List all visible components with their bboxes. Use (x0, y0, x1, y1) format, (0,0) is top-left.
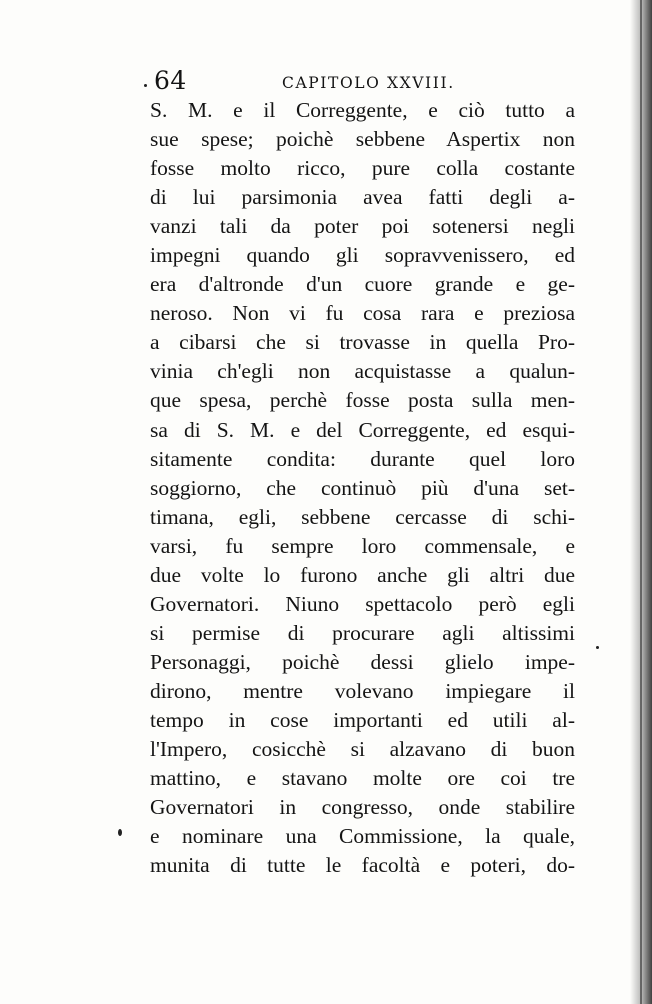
ink-speck (596, 646, 599, 649)
text-line: Personaggi, poichè dessi glielo impe- (150, 649, 575, 674)
text-line: di lui parsimonia avea fatti degli a- (150, 185, 575, 210)
text-line: vanzi tali da poter poi sotenersi negli (150, 214, 575, 239)
text-line: impegni quando gli sopravvenissero, ed (150, 243, 575, 268)
text-line: neroso. Non vi fu cosa rara e preziosa (150, 301, 575, 326)
text-line: due volte lo furono anche gli altri due (150, 562, 575, 587)
body-text (150, 96, 575, 880)
text-line: sitamente condita: durante quel loro (150, 446, 575, 471)
page-edge-shadow (630, 0, 652, 1004)
page-header (150, 64, 575, 98)
text-line: Governatori. Niuno spettacolo però egli (150, 591, 575, 616)
page-number: 64 (154, 66, 187, 95)
text-line: l'Impero, cosicchè si alzavano di buon (150, 737, 575, 762)
ink-speck (144, 84, 147, 87)
running-head: CAPITOLO XXVIII. (282, 74, 455, 92)
text-line: soggiorno, che continuò più d'una set- (150, 475, 575, 500)
text-line: munita di tutte le facoltà e poteri, do- (150, 853, 575, 878)
text-line: sue spese; poichè sebbene Aspertix non (150, 127, 575, 152)
text-line: Governatori in congresso, onde stabilire (150, 795, 575, 820)
text-line: mattino, e stavano molte ore coi tre (150, 766, 575, 791)
text-line: tempo in cose importanti ed utili al- (150, 707, 575, 732)
text-line: sa di S. M. e del Correggente, ed esqui- (150, 417, 575, 442)
text-line: a cibarsi che si trovasse in quella Pro- (150, 330, 575, 355)
text-line: si permise di procurare agli altissimi (150, 620, 575, 645)
text-line: dirono, mentre volevano impiegare il (150, 678, 575, 703)
text-line: varsi, fu sempre loro commensale, e (150, 533, 575, 558)
text-line: S. M. e il Correggente, e ciò tutto a (150, 98, 575, 122)
text-line: fosse molto ricco, pure colla costante (150, 156, 575, 181)
text-line: vinia ch'egli non acquistasse a qualun- (150, 359, 575, 384)
text-line: e nominare una Commissione, la quale, (150, 824, 575, 849)
text-line: timana, egli, sebbene cercasse di schi- (150, 504, 575, 529)
text-line: era d'altronde d'un cuore grande e ge- (150, 272, 575, 297)
ink-speck (118, 829, 122, 836)
text-line: que spesa, perchè fosse posta sulla men- (150, 388, 575, 413)
